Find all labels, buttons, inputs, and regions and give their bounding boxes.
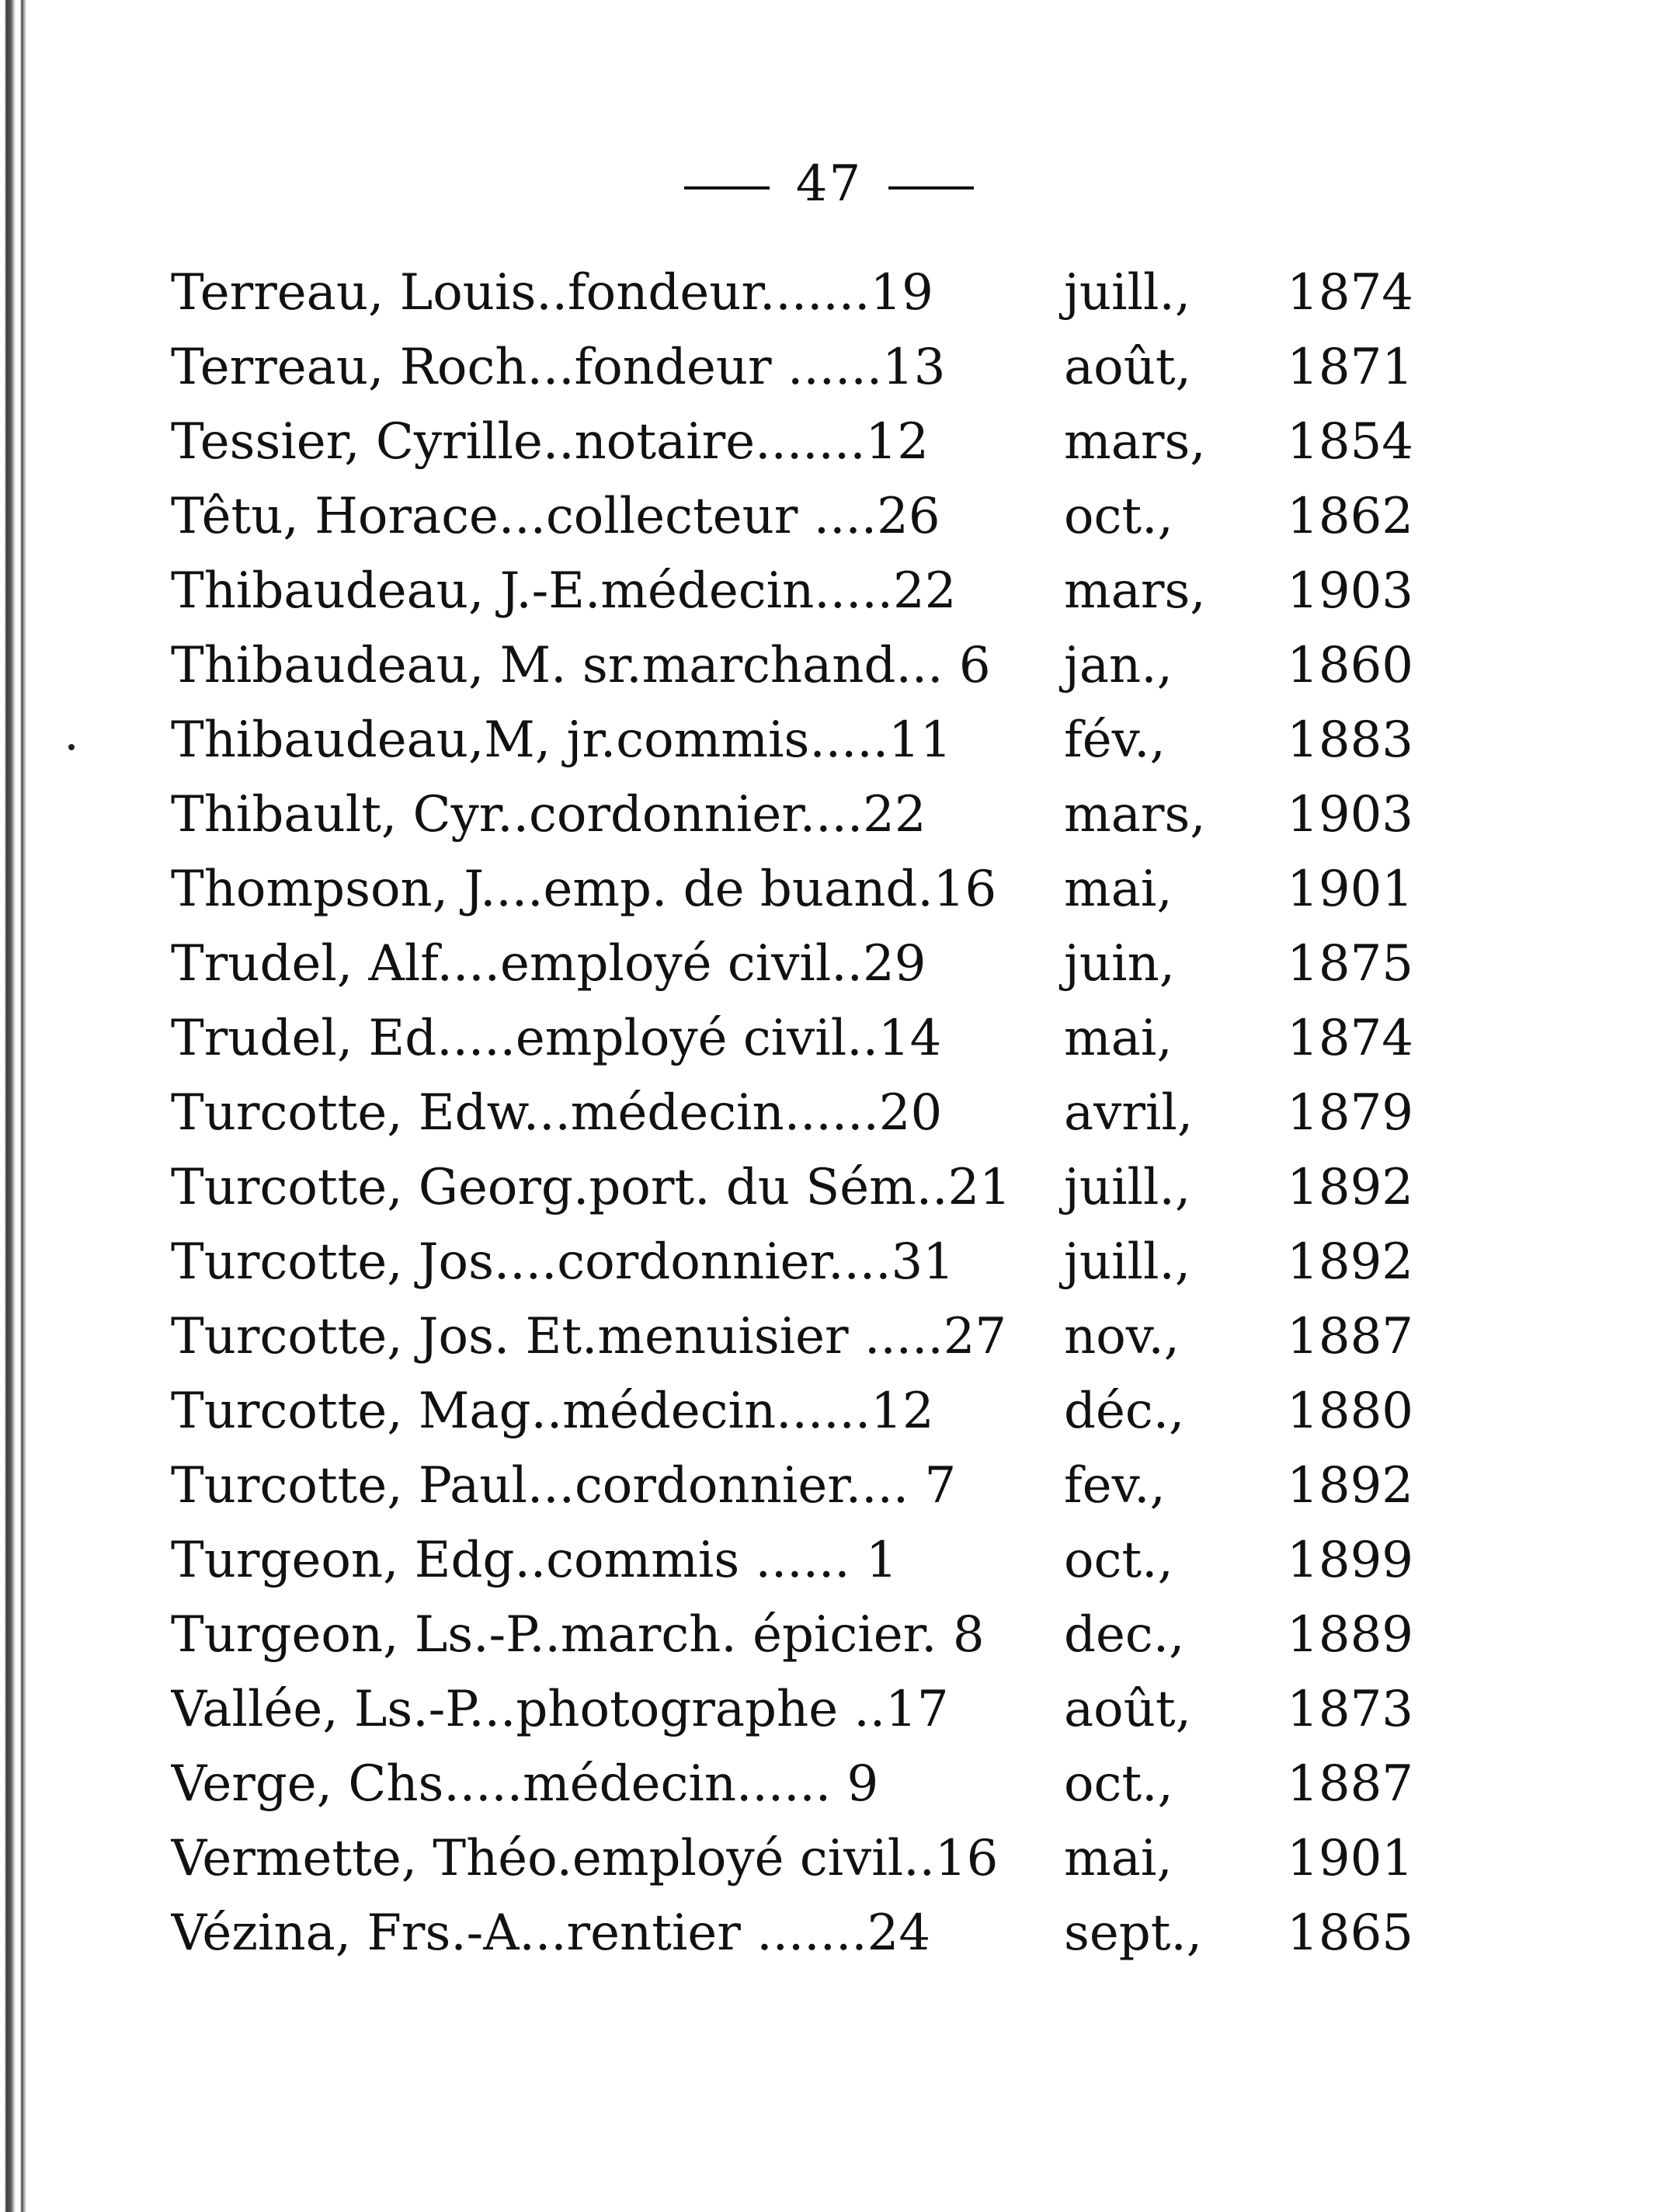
entry-year: 1883	[1287, 711, 1413, 769]
entry-month: mai,	[1064, 1830, 1173, 1887]
entry-month: fév.,	[1064, 711, 1166, 769]
entry-month: mai,	[1064, 861, 1173, 918]
entry-year: 1901	[1287, 1830, 1413, 1887]
page-number	[0, 155, 1658, 213]
entry-name-profession-day: Turcotte, Georg.port. du Sém..21	[171, 1159, 1011, 1216]
entry-year: 1875	[1287, 935, 1413, 993]
register-entry	[171, 562, 1413, 637]
entry-name-profession-day: Thibaudeau, J.-E.médecin.....22	[171, 562, 957, 620]
register-entry	[171, 786, 1413, 861]
entry-year: 1865	[1287, 1904, 1413, 1962]
entry-name-profession-day: Vermette, Théo.employé civil..16	[171, 1830, 999, 1887]
entry-year: 1892	[1287, 1457, 1413, 1515]
register-entry	[171, 1308, 1413, 1382]
entry-year: 1892	[1287, 1233, 1413, 1291]
register-entry	[171, 1755, 1413, 1830]
entry-month: juill.,	[1064, 264, 1191, 322]
register-entry	[171, 1681, 1413, 1755]
register-list	[171, 264, 1413, 1979]
register-entry	[171, 1532, 1413, 1606]
page-binding-edge	[0, 0, 45, 2212]
entry-year: 1887	[1287, 1308, 1413, 1365]
register-entry	[171, 637, 1413, 711]
register-entry	[171, 339, 1413, 413]
register-entry	[171, 1084, 1413, 1159]
entry-name-profession-day: Vézina, Frs.-A...rentier .......24	[171, 1904, 931, 1962]
register-entry	[171, 488, 1413, 562]
register-entry	[171, 413, 1413, 488]
entry-year: 1860	[1287, 637, 1413, 694]
entry-name-profession-day: Turcotte, Mag..médecin......12	[171, 1382, 934, 1440]
entry-year: 1874	[1287, 264, 1413, 322]
entry-year: 1901	[1287, 861, 1413, 918]
entry-month: avril,	[1064, 1084, 1194, 1142]
entry-month: août,	[1064, 339, 1191, 396]
entry-year: 1903	[1287, 562, 1413, 620]
entry-month: oct.,	[1064, 1532, 1173, 1589]
entry-name-profession-day: Turgeon, Edg..commis ...... 1	[171, 1532, 898, 1589]
register-entry	[171, 1382, 1413, 1457]
entry-name-profession-day: Trudel, Ed.....employé civil..14	[171, 1010, 942, 1067]
entry-month: oct.,	[1064, 488, 1173, 545]
entry-month: mars,	[1064, 562, 1206, 620]
entry-year: 1899	[1287, 1532, 1413, 1589]
page-number-value: 47	[795, 155, 863, 213]
entry-name-profession-day: Terreau, Roch...fondeur ......13	[171, 339, 946, 396]
entry-name-profession-day: Trudel, Alf....employé civil..29	[171, 935, 926, 993]
page-number-dash-left	[684, 186, 770, 190]
entry-name-profession-day: Turcotte, Paul...cordonnier.... 7	[171, 1457, 957, 1515]
register-entry	[171, 1904, 1413, 1979]
entry-name-profession-day: Turgeon, Ls.-P..march. épicier. 8	[171, 1606, 985, 1664]
entry-year: 1889	[1287, 1606, 1413, 1664]
register-entry	[171, 1010, 1413, 1084]
entry-name-profession-day: Thompson, J....emp. de buand.16	[171, 861, 997, 918]
entry-name-profession-day: Verge, Chs.....médecin...... 9	[171, 1755, 879, 1813]
entry-month: juin,	[1064, 935, 1176, 993]
entry-name-profession-day: Terreau, Louis..fondeur.......19	[171, 264, 933, 322]
register-entry	[171, 1233, 1413, 1308]
entry-year: 1874	[1287, 1010, 1413, 1067]
entry-month: fev.,	[1064, 1457, 1166, 1515]
entry-name-profession-day: Turcotte, Edw...médecin......20	[171, 1084, 943, 1142]
register-entry	[171, 935, 1413, 1010]
entry-year: 1887	[1287, 1755, 1413, 1813]
entry-month: oct.,	[1064, 1755, 1173, 1813]
entry-year: 1871	[1287, 339, 1413, 396]
page-number-dash-right	[888, 186, 974, 190]
entry-year: 1880	[1287, 1382, 1413, 1440]
entry-month: mars,	[1064, 413, 1206, 471]
register-entry	[171, 1159, 1413, 1233]
register-entry	[171, 264, 1413, 339]
entry-name-profession-day: Vallée, Ls.-P...photographe ..17	[171, 1681, 949, 1738]
entry-month: mai,	[1064, 1010, 1173, 1067]
entry-name-profession-day: Tessier, Cyrille..notaire.......12	[171, 413, 929, 471]
entry-name-profession-day: Turcotte, Jos....cordonnier....31	[171, 1233, 954, 1291]
entry-year: 1903	[1287, 786, 1413, 843]
entry-year: 1879	[1287, 1084, 1413, 1142]
register-entry	[171, 1457, 1413, 1532]
entry-month: sept.,	[1064, 1904, 1203, 1962]
entry-year: 1862	[1287, 488, 1413, 545]
entry-name-profession-day: Thibault, Cyr..cordonnier....22	[171, 786, 926, 843]
entry-month: dec.,	[1064, 1606, 1185, 1664]
register-entry	[171, 1606, 1413, 1681]
entry-month: nov.,	[1064, 1308, 1180, 1365]
entry-month: juill.,	[1064, 1159, 1191, 1216]
entry-name-profession-day: Thibaudeau, M. sr.marchand... 6	[171, 637, 991, 694]
entry-month: août,	[1064, 1681, 1191, 1738]
entry-month: déc.,	[1064, 1382, 1185, 1440]
register-entry	[171, 711, 1413, 786]
entry-year: 1854	[1287, 413, 1413, 471]
entry-year: 1873	[1287, 1681, 1413, 1738]
entry-name-profession-day: Turcotte, Jos. Et.menuisier .....27	[171, 1308, 1007, 1365]
stray-ink-mark	[68, 744, 75, 750]
entry-name-profession-day: Têtu, Horace...collecteur ....26	[171, 488, 940, 545]
register-entry	[171, 861, 1413, 935]
entry-month: mars,	[1064, 786, 1206, 843]
entry-year: 1892	[1287, 1159, 1413, 1216]
entry-month: jan.,	[1064, 637, 1173, 694]
register-entry	[171, 1830, 1413, 1904]
entry-month: juill.,	[1064, 1233, 1191, 1291]
entry-name-profession-day: Thibaudeau,M, jr.commis.....11	[171, 711, 952, 769]
